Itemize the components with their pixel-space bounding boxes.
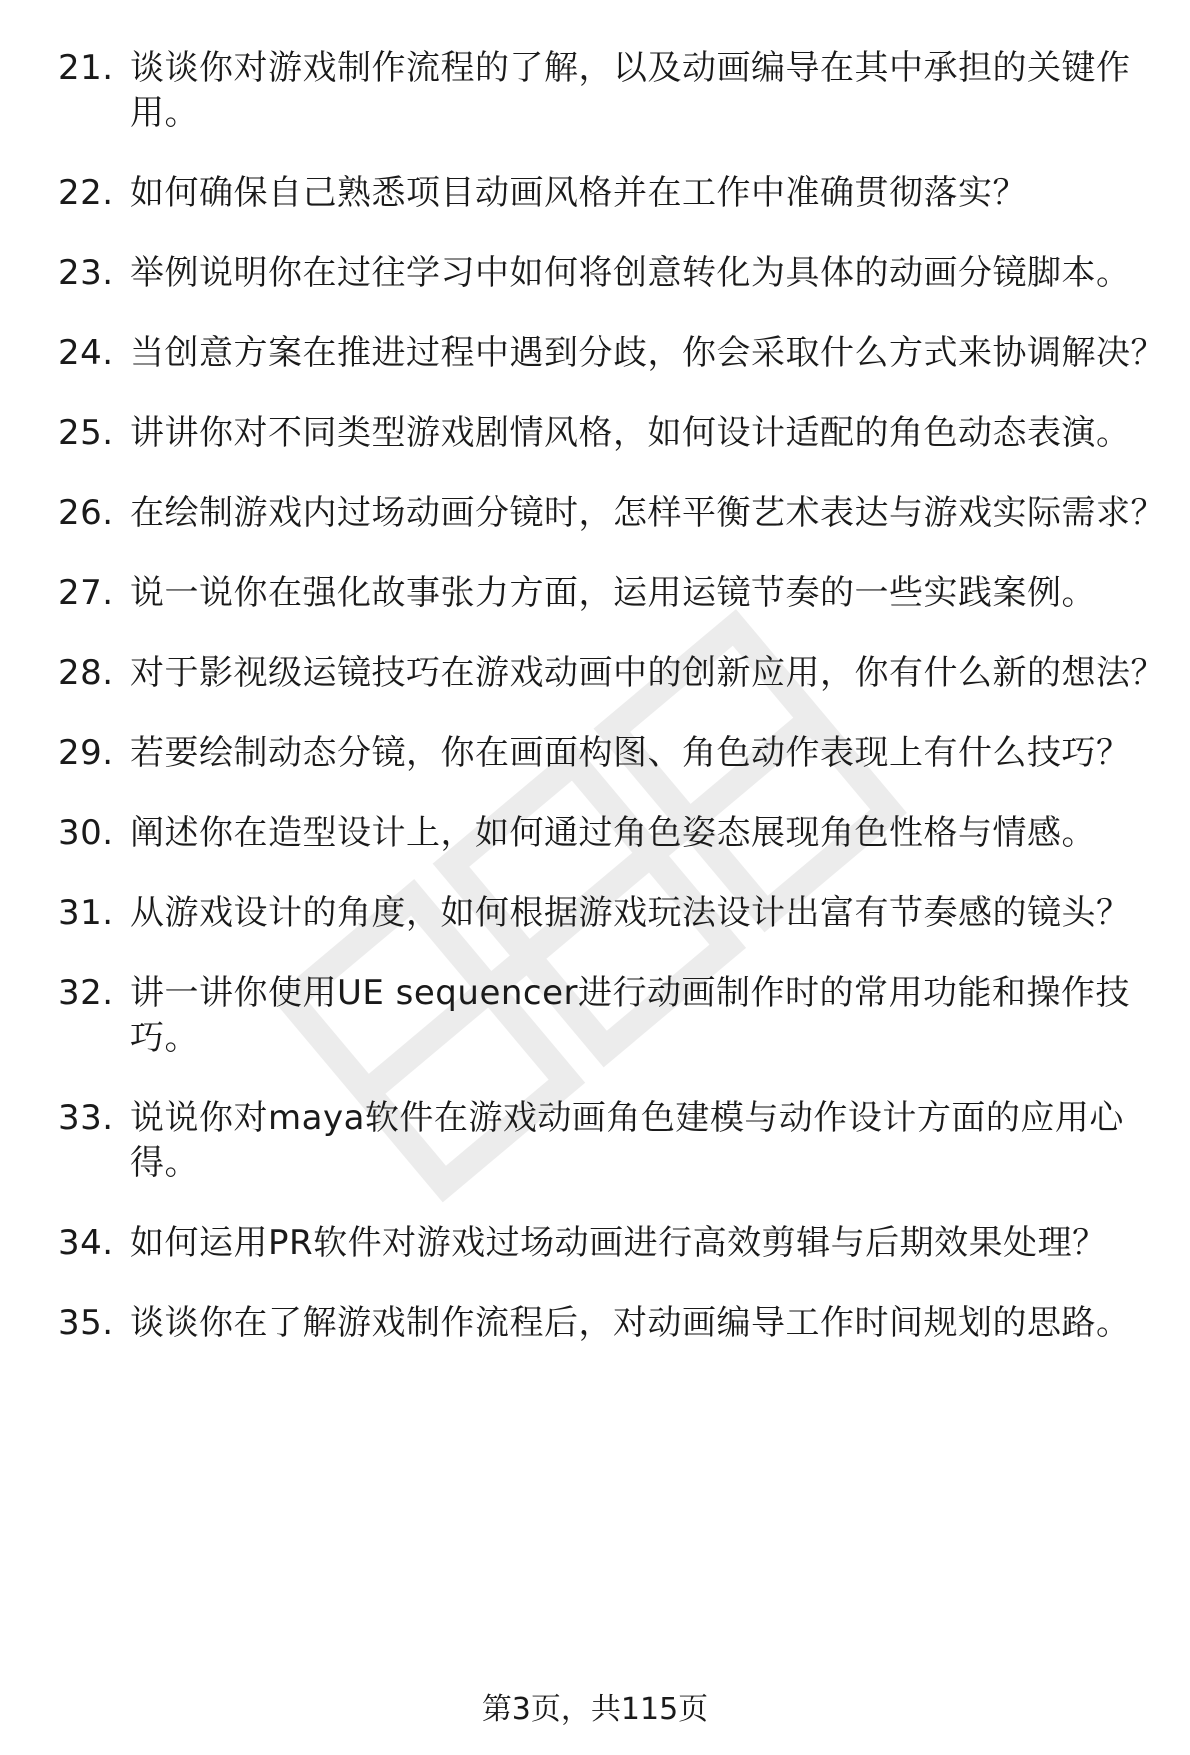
question-number: 33. <box>58 1098 114 1138</box>
question-text: 如何确保自己熟悉项目动画风格并在工作中准确贯彻落实？ <box>130 173 1027 213</box>
question-item <box>0 1096 1190 1186</box>
question-text: 讲一讲你使用UE sequencer进行动画制作时的常用功能和操作技巧。 <box>130 973 1130 1058</box>
question-item <box>0 1301 1190 1346</box>
question-text: 说一说你在强化故事张力方面，运用运镜节奏的一些实践案例。 <box>130 573 1096 613</box>
question-number: 26. <box>58 493 114 533</box>
question-text: 阐述你在造型设计上，如何通过角色姿态展现角色性格与情感。 <box>130 813 1096 853</box>
question-number: 23. <box>58 253 114 293</box>
question-item <box>0 651 1190 696</box>
question-item <box>0 331 1190 376</box>
question-item <box>0 171 1190 216</box>
question-number: 31. <box>58 893 114 933</box>
question-item <box>0 411 1190 456</box>
question-number: 25. <box>58 413 114 453</box>
question-text: 对于影视级运镜技巧在游戏动画中的创新应用，你有什么新的想法？ <box>130 653 1165 693</box>
question-item <box>0 571 1190 616</box>
question-number: 32. <box>58 973 114 1013</box>
question-number: 24. <box>58 333 114 373</box>
question-text: 讲讲你对不同类型游戏剧情风格，如何设计适配的角色动态表演。 <box>130 413 1131 453</box>
question-text: 当创意方案在推进过程中遇到分歧，你会采取什么方式来协调解决？ <box>130 333 1165 373</box>
question-text: 谈谈你对游戏制作流程的了解，以及动画编导在其中承担的关键作用。 <box>130 48 1131 133</box>
question-text: 在绘制游戏内过场动画分镜时，怎样平衡艺术表达与游戏实际需求？ <box>130 493 1165 533</box>
question-number: 34. <box>58 1223 114 1263</box>
question-text: 说说你对maya软件在游戏动画角色建模与动作设计方面的应用心得。 <box>130 1098 1124 1183</box>
question-text: 从游戏设计的角度，如何根据游戏玩法设计出富有节奏感的镜头？ <box>130 893 1131 933</box>
question-text: 举例说明你在过往学习中如何将创意转化为具体的动画分镜脚本。 <box>130 253 1131 293</box>
question-item <box>0 891 1190 936</box>
question-number: 28. <box>58 653 114 693</box>
question-text: 谈谈你在了解游戏制作流程后，对动画编导工作时间规划的思路。 <box>130 1303 1131 1343</box>
question-text: 若要绘制动态分镜，你在画面构图、角色动作表现上有什么技巧？ <box>130 733 1131 773</box>
question-item <box>0 811 1190 856</box>
question-item <box>0 46 1190 136</box>
question-text: 如何运用PR软件对游戏过场动画进行高效剪辑与后期效果处理？ <box>130 1223 1107 1263</box>
question-list <box>0 46 1190 1381</box>
page-footer: 第3页，共115页 <box>481 1692 709 1727</box>
question-number: 22. <box>58 173 114 213</box>
question-item <box>0 491 1190 536</box>
question-number: 35. <box>58 1303 114 1343</box>
question-item <box>0 251 1190 296</box>
question-number: 30. <box>58 813 114 853</box>
question-item <box>0 1221 1190 1266</box>
question-item <box>0 971 1190 1061</box>
question-item <box>0 731 1190 776</box>
question-number: 29. <box>58 733 114 773</box>
question-number: 27. <box>58 573 114 613</box>
question-number: 21. <box>58 48 114 88</box>
